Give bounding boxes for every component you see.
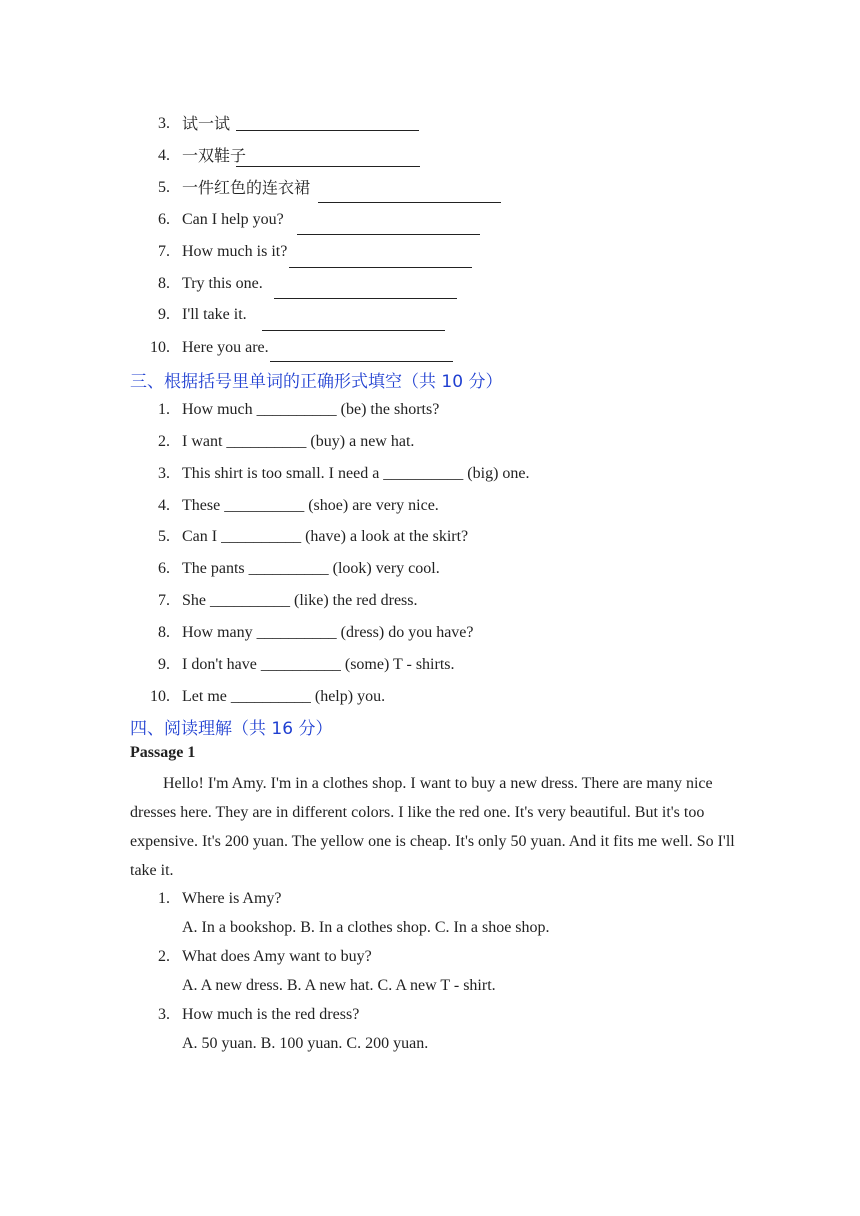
question-number: 2. xyxy=(158,948,170,965)
item-number: 10. xyxy=(150,688,170,705)
fill-blank-item xyxy=(0,654,860,684)
fill-blank-item xyxy=(0,590,860,620)
question-item xyxy=(0,1004,860,1034)
question-number: 3. xyxy=(158,1006,170,1023)
item-number: 8. xyxy=(158,624,170,641)
item-number: 2. xyxy=(158,433,170,450)
item-number: 8. xyxy=(158,275,170,292)
item-number: 1. xyxy=(158,401,170,418)
fill-blank-item xyxy=(0,495,860,525)
item-text: She __________ (like) the red dress. xyxy=(182,592,418,609)
item-text: How many __________ (dress) do you have? xyxy=(182,624,474,641)
item-text: This shirt is too small. I need a __________ (big) one. xyxy=(182,465,530,482)
item-text: The pants __________ (look) very cool. xyxy=(182,560,440,577)
item-text: I don't have __________ (some) T - shirts. xyxy=(182,656,455,673)
question-text: Where is Amy? xyxy=(182,890,282,907)
item-number: 9. xyxy=(158,656,170,673)
fill-blank-item xyxy=(0,686,860,716)
fill-blank-item xyxy=(0,526,860,556)
answer-blank-line[interactable] xyxy=(289,267,472,268)
question-text: What does Amy want to buy? xyxy=(182,948,372,965)
section-heading: 三、根据括号里单词的正确形式填空（共 10 分） xyxy=(130,372,503,392)
item-text: 一双鞋子 xyxy=(182,146,247,165)
item-text: How much is it? xyxy=(182,243,288,260)
question-options xyxy=(0,917,860,947)
item-number: 4. xyxy=(158,497,170,514)
item-text: Try this one. xyxy=(182,275,263,292)
item-text: Let me __________ (help) you. xyxy=(182,688,386,705)
item-text: I'll take it. xyxy=(182,306,247,323)
question-item xyxy=(0,888,860,918)
options-text: A. A new dress. B. A new hat. C. A new T - shirt. xyxy=(182,977,496,994)
item-text: These __________ (shoe) are very nice. xyxy=(182,497,439,514)
fill-blank-item xyxy=(0,399,860,429)
translation-item xyxy=(0,113,860,143)
answer-blank-line[interactable] xyxy=(318,202,501,203)
fill-blank-item xyxy=(0,463,860,493)
answer-blank-line[interactable] xyxy=(297,234,480,235)
answer-blank-line[interactable] xyxy=(236,130,419,131)
answer-blank-line[interactable] xyxy=(270,361,453,362)
passage-title: Passage 1 xyxy=(130,744,196,761)
fill-blank-item xyxy=(0,558,860,588)
question-item xyxy=(0,946,860,976)
item-text: Here you are. xyxy=(182,339,269,356)
item-text: I want __________ (buy) a new hat. xyxy=(182,433,415,450)
item-text: Can I help you? xyxy=(182,211,284,228)
translation-item xyxy=(0,337,860,367)
question-options xyxy=(0,975,860,1005)
options-text: A. In a bookshop. B. In a clothes shop. C. In a shoe shop. xyxy=(182,919,550,936)
translation-item xyxy=(0,145,860,175)
fill-blank-item xyxy=(0,622,860,652)
answer-blank-line[interactable] xyxy=(274,298,457,299)
section-heading: 四、阅读理解（共 16 分） xyxy=(130,719,333,739)
item-number: 6. xyxy=(158,560,170,577)
item-text: 一件红色的连衣裙 xyxy=(182,178,311,197)
item-number: 7. xyxy=(158,592,170,609)
item-number: 5. xyxy=(158,179,170,196)
item-number: 9. xyxy=(158,306,170,323)
item-number: 7. xyxy=(158,243,170,260)
item-number: 4. xyxy=(158,147,170,164)
question-options xyxy=(0,1033,860,1063)
item-number: 6. xyxy=(158,211,170,228)
question-number: 1. xyxy=(158,890,170,907)
question-text: How much is the red dress? xyxy=(182,1006,360,1023)
item-number: 5. xyxy=(158,528,170,545)
answer-blank-line[interactable] xyxy=(236,166,420,167)
item-text: Can I __________ (have) a look at the skirt? xyxy=(182,528,469,545)
options-text: A. 50 yuan. B. 100 yuan. C. 200 yuan. xyxy=(182,1035,429,1052)
answer-blank-line[interactable] xyxy=(262,330,445,331)
item-text: 试一试 xyxy=(182,114,231,133)
passage-text: Hello! I'm Amy. I'm in a clothes shop. I want to buy a new dress. There are many nice dresses here. They are in different colors. I like the red one. It's very beautiful. But it's too expensive. It's 200 yuan. The yellow one is cheap. It's only 50 yuan. And it fits me well. So I'll take it. xyxy=(130,775,735,879)
item-number: 10. xyxy=(150,339,170,356)
item-number: 3. xyxy=(158,115,170,132)
item-number: 3. xyxy=(158,465,170,482)
fill-blank-item xyxy=(0,431,860,461)
item-text: How much __________ (be) the shorts? xyxy=(182,401,440,418)
